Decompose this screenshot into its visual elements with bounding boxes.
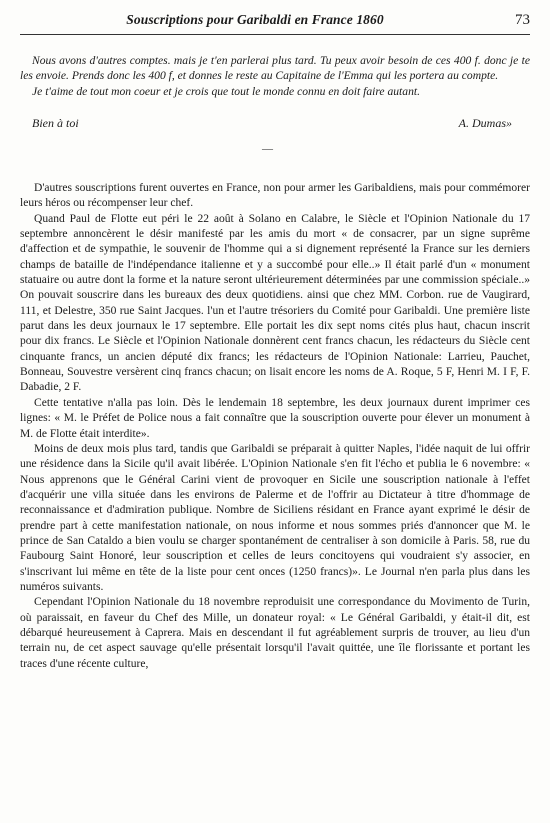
body-text	[20, 181, 530, 672]
signature-name: A. Dumas»	[458, 116, 512, 130]
body-paragraph: Quand Paul de Flotte eut péri le 22 août à Solano en Calabre, le Siècle et l'Opinion Nationale du 17 septembre annoncèrent le désir manifesté par les amis du mort « de consacrer, par un signe suprême d'affection et de sympathie, le souvenir de l'homme qui a si dignement représenté la France sur les derniers champs de bataille de l'indépendance italienne et y a succombé pour elle..» Il était parlé d'un « monument statuaire ou autre dont la forme et la nature seront ultérieurement déterminées par une commission spéciale..» On pouvait souscrire dans les bureaux des deux quotidiens. ainsi que chez MM. Corbon. rue de Vaugirard, 111, et Delestre, 350 rue Saint Jacques. l'un et l'autre trésoriers du Comité pour Garibaldi. Une première liste parut dans les deux journaux le 17 septembre. Elle portait les dix sept noms cités plus haut, chacun inscrit pour dix francs. Le Siècle et l'Opinion Nationale donnèrent cent francs chacun, les rédacteurs du Siècle cent cinquante francs, un ancien député dix francs; les rédacteurs de l'Opinion Nationale: Larrieu, Pauchet, Bonneau, Souvestre versèrent cinq francs chacun; on lisait encore les noms de A. Roque, 5 F, Henri M. I F, F. Dabadie, 2 F.	[20, 212, 530, 394]
body-paragraph: Moins de deux mois plus tard, tandis que Garibaldi se préparait à quitter Naples, l'idée naquit de lui offrir une résidence dans la Sicile qu'il avait libérée. L'Opinion Nationale s'en fit l'écho et publia le 6 novembre: « Nous apprenons que le Général Carini vient de provoquer en Sicile une souscription nationale à l'effet d'acquérir une villa située dans les environs de Palerme et de l'offrir au Dictateur à titre d'hommage de reconnaissance et d'admiration publique. Nombre de Siciliens résidant en France ayant exprimé le désir de prendre part à cette manifestation nationale, on nous informe et nous sommes priés d'annoncer que M. le prince de San Cataldo a bien voulu se charger spontanément de centraliser à son domicile à Paris. 58, rue du Faubourg Saint Honoré, leur souscription et celles de leurs concitoyens qui voudraient s'y associer, en s'inscrivant lui même en tête de la liste pour cent onces (1250 francs)». Le Journal n'en parla plus dans les numéros suivants.	[20, 442, 530, 593]
body-paragraph: Cette tentative n'alla pas loin. Dès le lendemain 18 septembre, les deux journaux durent imprimer ces lignes: « M. le Préfet de Police nous a fait connaître que la souscription ouverte pour élever un monument à M. de Flotte était interdite».	[20, 396, 530, 440]
letter-paragraph: Je t'aime de tout mon coeur et je crois que tout le monde connu en doit faire autant.	[32, 84, 420, 98]
body-paragraph: D'autres souscriptions furent ouvertes en France, non pour armer les Garibaldiens, mais pour commémorer leurs héros ou récompenser leur chef.	[20, 182, 530, 210]
letter-signature	[20, 116, 530, 132]
header-rule	[20, 34, 530, 35]
running-title: Souscriptions pour Garibaldi en France 1860	[126, 12, 384, 27]
closing-salutation: Bien à toi	[32, 116, 79, 130]
body-paragraph: Cependant l'Opinion Nationale du 18 novembre reproduisit une correspondance du Movimento de Turin, où paraissait, en faveur du Chef des Mille, un donateur royal: « Le Général Garibaldi, y était-il dit, est débarqué heureusement à Caprera. Mais en descendant il fut agréablement surpris de trouver, au lieu d'un terrain nu, de cet aspect sauvage qu'elle présentait lorsqu'il l'avait quittée, une île florissante et portant les traces d'une récente culture,	[20, 596, 530, 670]
section-ornament: —	[262, 143, 273, 155]
page-number: 73	[515, 12, 530, 28]
letter-paragraph: Nous avons d'autres comptes. mais je t'en parlerai plus tard. Tu peux avoir besoin de ces 400 f. donc je te les envoie. Prends donc les 400 f, et donnes le reste au Capitaine de l'Emma qui les portera au compte.	[20, 54, 530, 83]
quoted-letter	[20, 53, 530, 99]
running-header	[20, 12, 530, 32]
